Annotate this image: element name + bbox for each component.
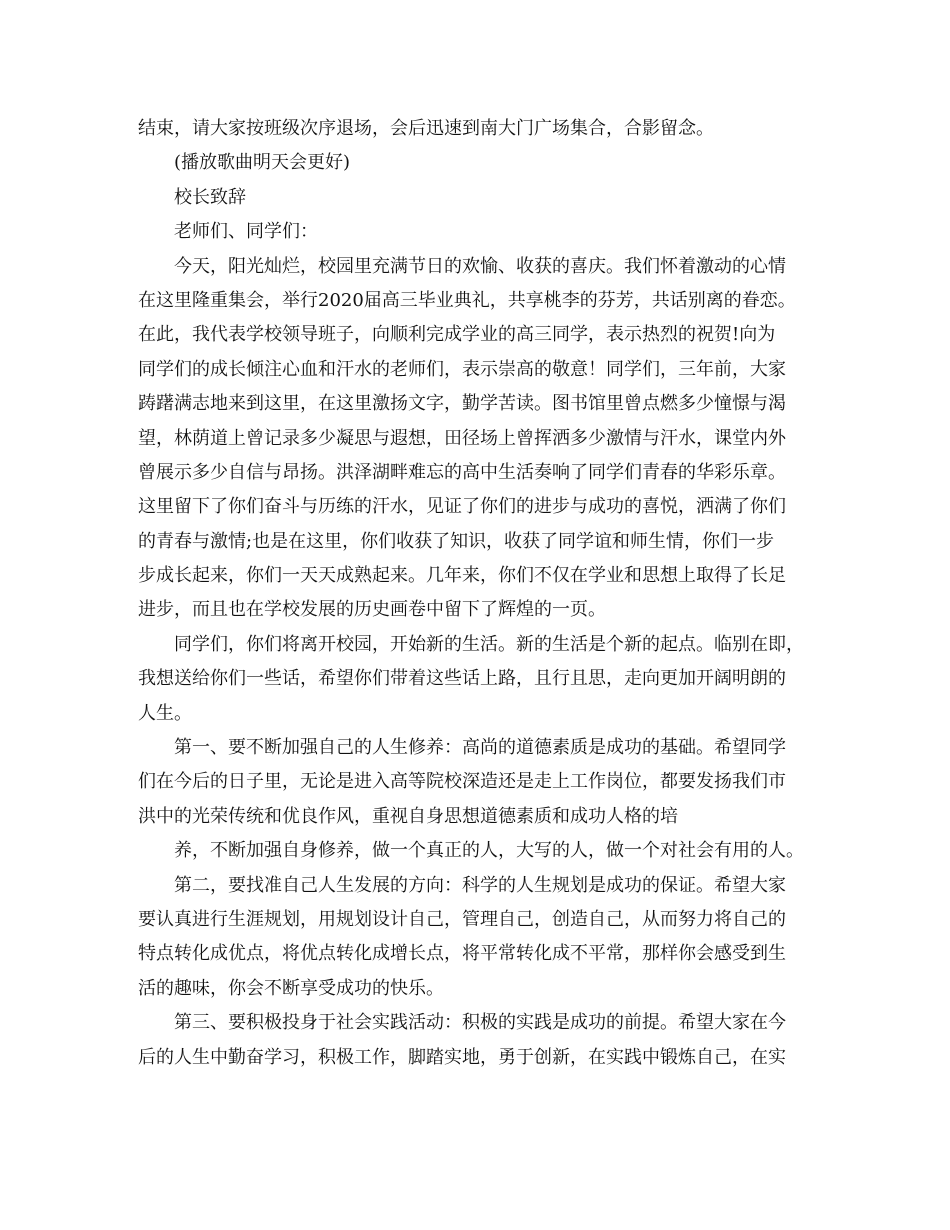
text-line: 的青春与激情;也是在这里，你们收获了知识，收获了同学谊和师生情，你们一步 bbox=[138, 530, 775, 552]
text-line: 同学们的成长倾注心血和汗水的老师们，表示崇高的敬意！同学们，三年前，大家 bbox=[138, 358, 786, 380]
text-line: 在这里隆重集会，举行2020届高三毕业典礼，共享桃李的芬芳，共话别离的眷恋。 bbox=[138, 289, 796, 311]
text-line: 第三、要积极投身于社会实践活动：积极的实践是成功的前提。希望大家在今 bbox=[174, 1012, 786, 1034]
text-line: 今天，阳光灿烂，校园里充满节日的欢愉、收获的喜庆。我们怀着激动的心情 bbox=[174, 255, 786, 277]
text-line: 校长致辞 bbox=[174, 186, 246, 208]
text-line: 养，不断加强自身修养，做一个真正的人，大写的人，做一个对社会有用的人。 bbox=[174, 840, 804, 862]
text-line: 进步，而且也在学校发展的历史画卷中留下了辉煌的一页。 bbox=[138, 599, 606, 621]
text-line: (播放歌曲明天会更好) bbox=[174, 152, 351, 174]
text-line: 踌躇满志地来到这里，在这里激扬文字，勤学苦读。图书馆里曾点燃多少憧憬与渴 bbox=[138, 393, 786, 415]
text-line: 曾展示多少自信与昂扬。洪泽湖畔难忘的高中生活奏响了同学们青春的华彩乐章。 bbox=[138, 461, 786, 483]
text-line: 们在今后的日子里，无论是进入高等院校深造还是走上工作岗位，都要发扬我们市 bbox=[138, 771, 786, 793]
text-line: 望，林荫道上曾记录多少凝思与遐想，田径场上曾挥洒多少激情与汗水，课堂内外 bbox=[138, 427, 786, 449]
text-line: 要认真进行生涯规划，用规划设计自己，管理自己，创造自己，从而努力将自己的 bbox=[138, 908, 786, 930]
text-line: 老师们、同学们： bbox=[174, 221, 318, 243]
document-body bbox=[138, 112, 818, 1075]
text-line: 洪中的光荣传统和优良作风，重视自身思想道德素质和成功人格的培 bbox=[138, 805, 678, 827]
text-line: 第一、要不断加强自己的人生修养：高尚的道德素质是成功的基础。希望同学 bbox=[174, 737, 786, 759]
text-line: 特点转化成优点，将优点转化成增长点，将平常转化成不平常，那样你会感受到生 bbox=[138, 943, 786, 965]
text-line: 后的人生中勤奋学习，积极工作，脚踏实地，勇于创新，在实践中锻炼自己，在实 bbox=[138, 1046, 786, 1068]
text-line: 这里留下了你们奋斗与历练的汗水，见证了你们的进步与成功的喜悦，洒满了你们 bbox=[138, 496, 786, 518]
text-line: 同学们，你们将离开校园，开始新的生活。新的生活是个新的起点。临别在即， bbox=[174, 633, 804, 655]
text-line: 步成长起来，你们一天天成熟起来。几年来，你们不仅在学业和思想上取得了长足 bbox=[138, 565, 786, 587]
text-line: 第二，要找准自己人生发展的方向：科学的人生规划是成功的保证。希望大家 bbox=[174, 874, 786, 896]
text-line: 人生。 bbox=[138, 702, 192, 724]
text-line: 在此，我代表学校领导班子，向顺利完成学业的高三同学，表示热烈的祝贺!向为 bbox=[138, 324, 776, 346]
text-line: 结束，请大家按班级次序退场，会后迅速到南大门广场集合，合影留念。 bbox=[138, 118, 714, 139]
text-line: 活的趣味，你会不断享受成功的快乐。 bbox=[138, 977, 444, 999]
text-line: 我想送给你们一些话，希望你们带着这些话上路，且行且思，走向更加开阔明朗的 bbox=[138, 668, 786, 690]
